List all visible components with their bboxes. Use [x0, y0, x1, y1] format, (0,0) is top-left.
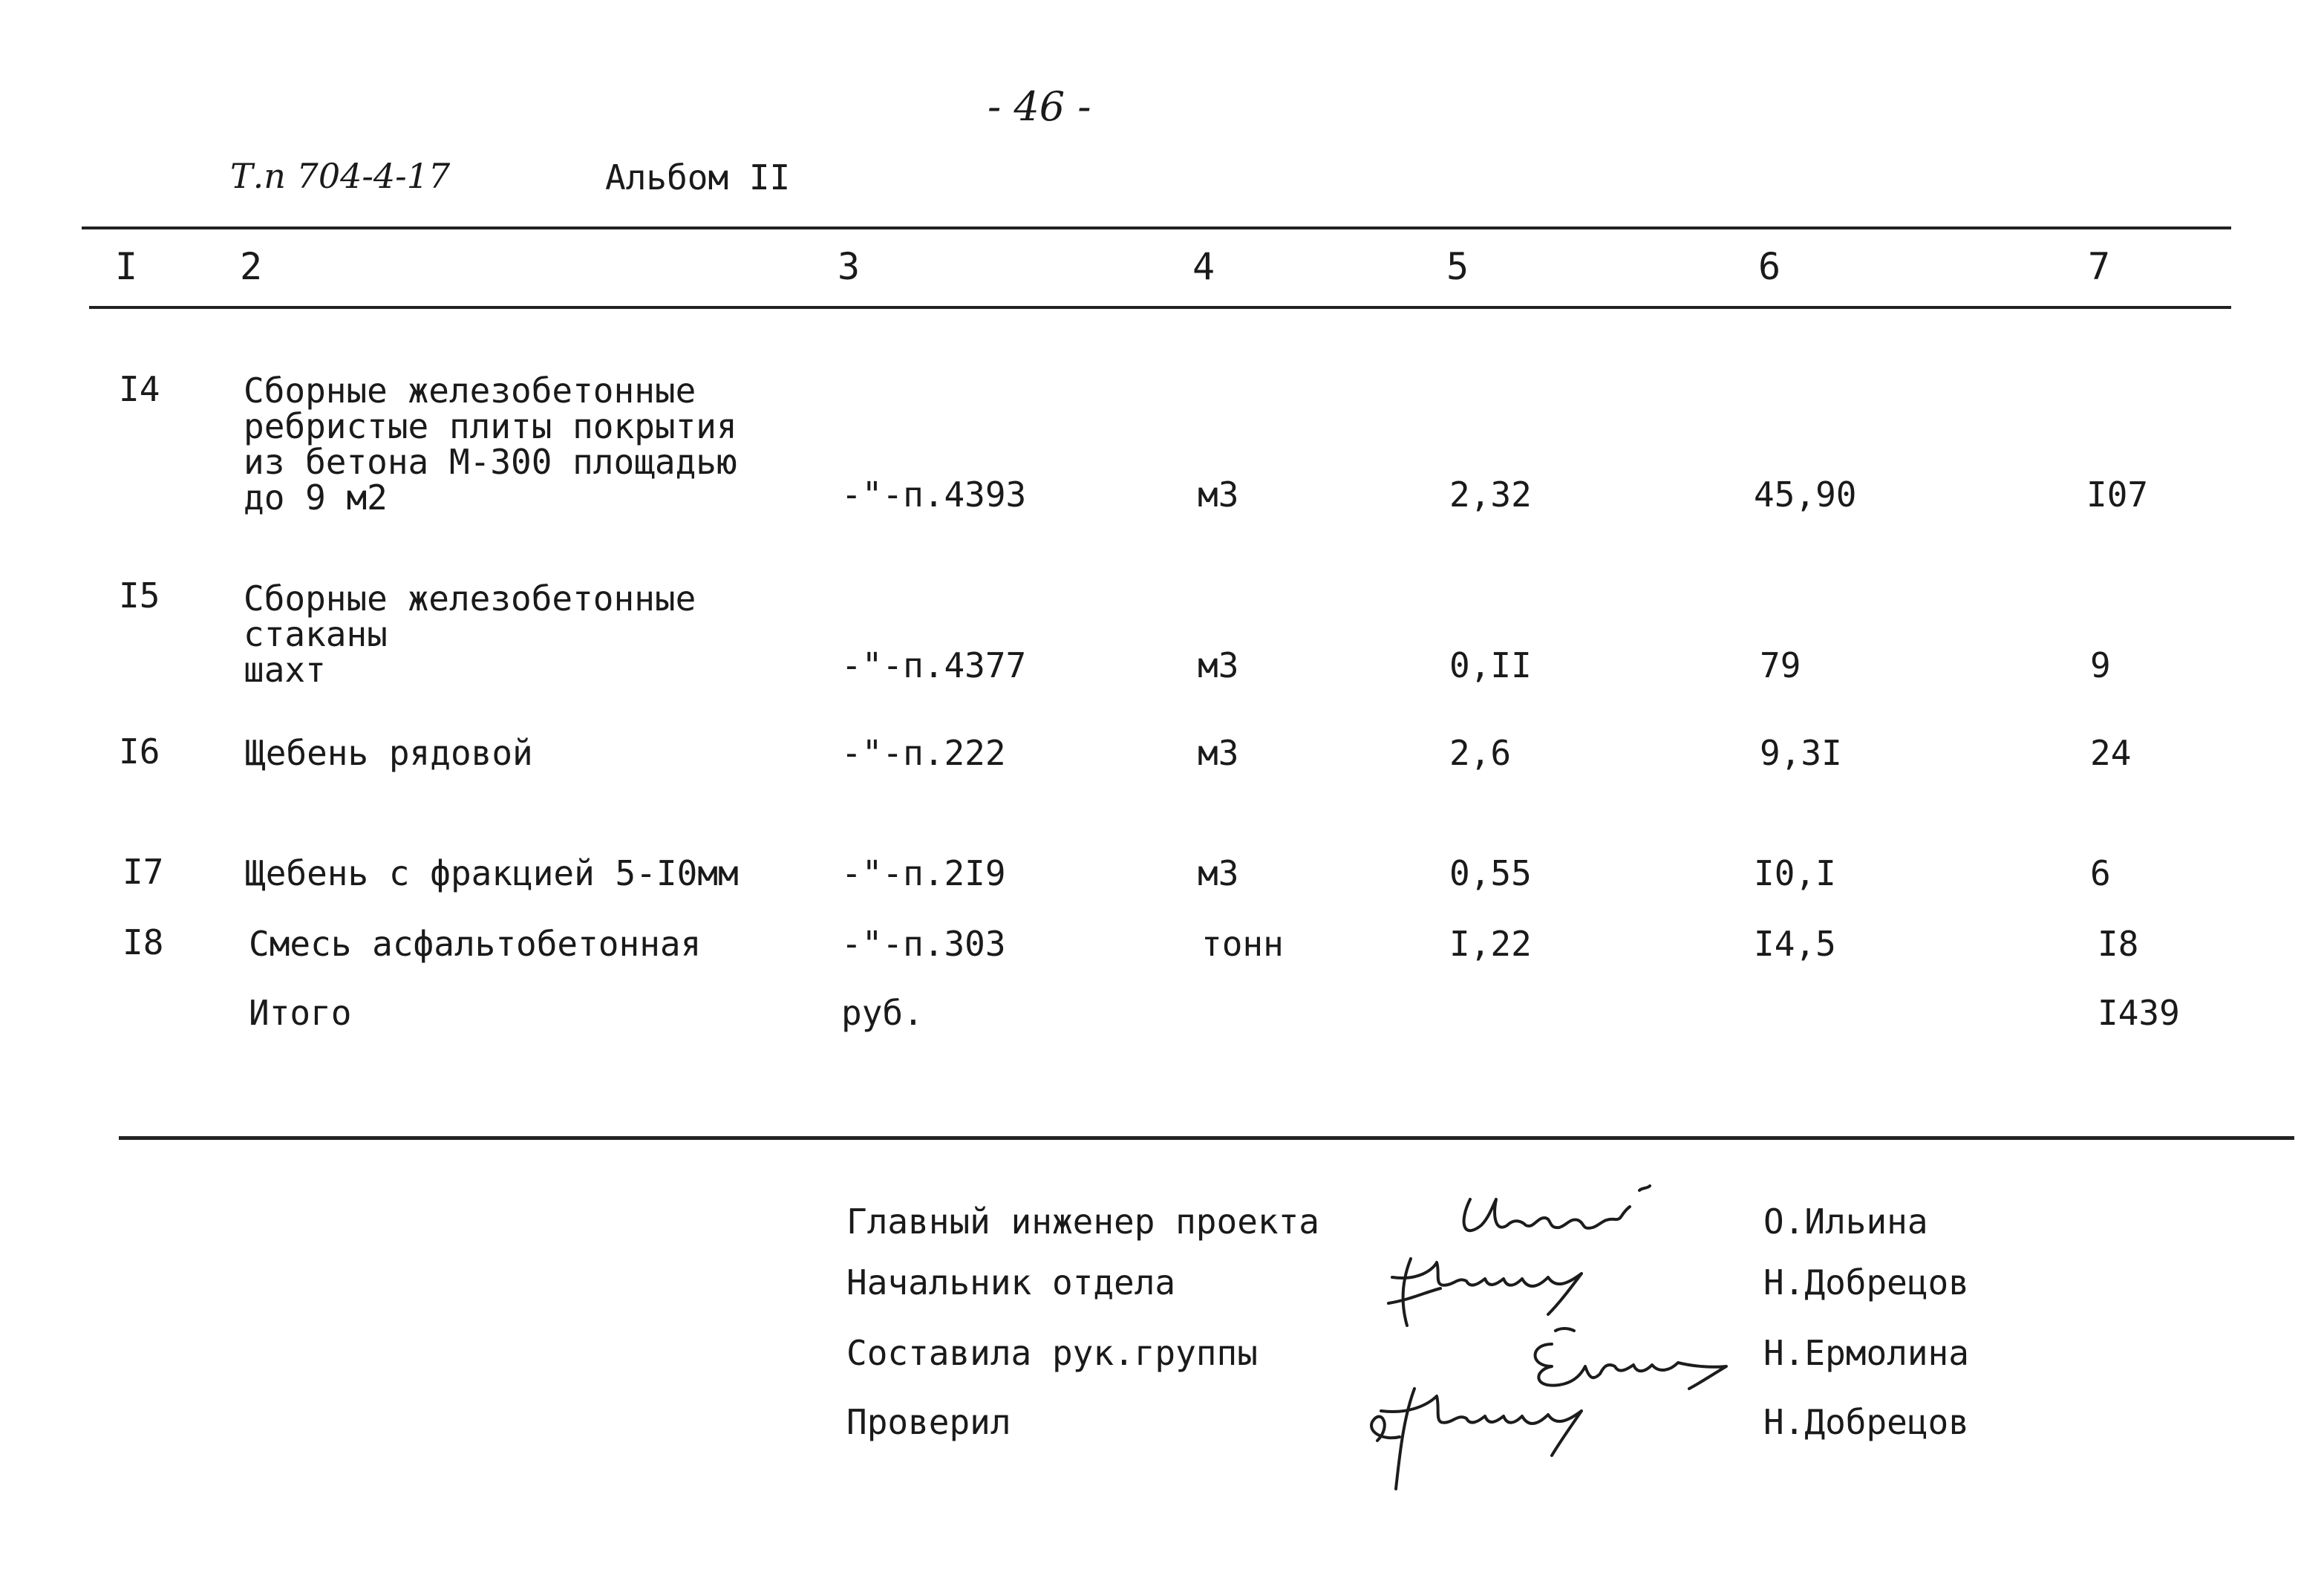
- row-number: I8: [123, 922, 164, 962]
- total-value: I439: [2098, 993, 2180, 1033]
- table-bottom-rule: [119, 1136, 2294, 1140]
- row-number: I6: [119, 731, 160, 772]
- signature-role: Начальник отдела: [846, 1262, 1176, 1302]
- row-unit-price: 45,90: [1754, 475, 1857, 515]
- row-unit: м3: [1198, 475, 1239, 515]
- row-description: Щебень с фракцией 5-I0мм: [245, 853, 739, 893]
- row-total: 6: [2090, 853, 2111, 893]
- document-code: Т.п 704-4-17: [230, 156, 451, 196]
- column-header-1: I: [115, 245, 138, 288]
- row-unit-price: 9,3I: [1760, 733, 1842, 773]
- row-quantity: 2,6: [1449, 733, 1512, 773]
- row-total: I07: [2086, 475, 2149, 515]
- handwritten-signature: [1366, 1381, 1604, 1493]
- row-unit-price: I0,I: [1754, 853, 1836, 893]
- signature-role: Главный инженер проекта: [846, 1202, 1319, 1242]
- signatory-name: Н.Добрецов: [1763, 1402, 1969, 1442]
- row-unit: м3: [1198, 645, 1239, 685]
- row-description: Смесь асфальтобетонная: [249, 924, 702, 964]
- table-top-rule: [82, 226, 2231, 229]
- total-unit: руб.: [841, 993, 924, 1033]
- row-unit-price: I4,5: [1754, 924, 1836, 964]
- row-total: 9: [2090, 645, 2111, 685]
- signature-role: Проверил: [846, 1402, 1011, 1442]
- row-description: Сборные железобетонные ребристые плиты покрытия из бетона М-300 площадью до 9 м2: [244, 371, 737, 518]
- row-quantity: I,22: [1449, 924, 1532, 964]
- column-header-3: 3: [838, 245, 861, 288]
- table-header-rule: [89, 306, 2231, 309]
- row-quantity: 2,32: [1449, 475, 1532, 515]
- row-description: Сборные железобетонные стаканы шахт: [244, 578, 696, 690]
- row-reference: -"-п.4377: [841, 645, 1027, 685]
- album-label: Альбом II: [605, 157, 791, 198]
- row-reference: -"-п.2I9: [841, 853, 1006, 893]
- column-header-5: 5: [1446, 245, 1469, 288]
- column-header-6: 6: [1758, 245, 1781, 288]
- row-unit: тонн: [1201, 924, 1284, 964]
- row-quantity: 0,II: [1449, 645, 1532, 685]
- row-unit: м3: [1198, 733, 1239, 773]
- row-total: I8: [2098, 924, 2139, 964]
- row-quantity: 0,55: [1449, 853, 1532, 893]
- row-reference: -"-п.4393: [841, 475, 1027, 515]
- row-reference: -"-п.222: [841, 733, 1006, 773]
- signatory-name: Н.Ермолина: [1763, 1333, 1969, 1373]
- column-header-4: 4: [1192, 245, 1215, 288]
- signature-role: Составила рук.группы: [846, 1333, 1258, 1373]
- column-header-2: 2: [240, 245, 263, 288]
- total-label: Итого: [249, 993, 352, 1033]
- handwritten-signature: [1455, 1184, 1656, 1251]
- row-description: Щебень рядовой: [245, 733, 533, 773]
- row-number: I7: [123, 852, 164, 892]
- row-number: I5: [119, 576, 160, 616]
- row-reference: -"-п.303: [841, 924, 1006, 964]
- signatory-name: О.Ильина: [1763, 1202, 1928, 1242]
- signatory-name: Н.Добрецов: [1763, 1262, 1969, 1302]
- row-unit-price: 79: [1760, 645, 1801, 685]
- row-unit: м3: [1198, 853, 1239, 893]
- row-total: 24: [2090, 733, 2132, 773]
- column-header-7: 7: [2088, 245, 2111, 288]
- row-number: I4: [119, 369, 160, 409]
- page-number: - 46 -: [988, 83, 1091, 130]
